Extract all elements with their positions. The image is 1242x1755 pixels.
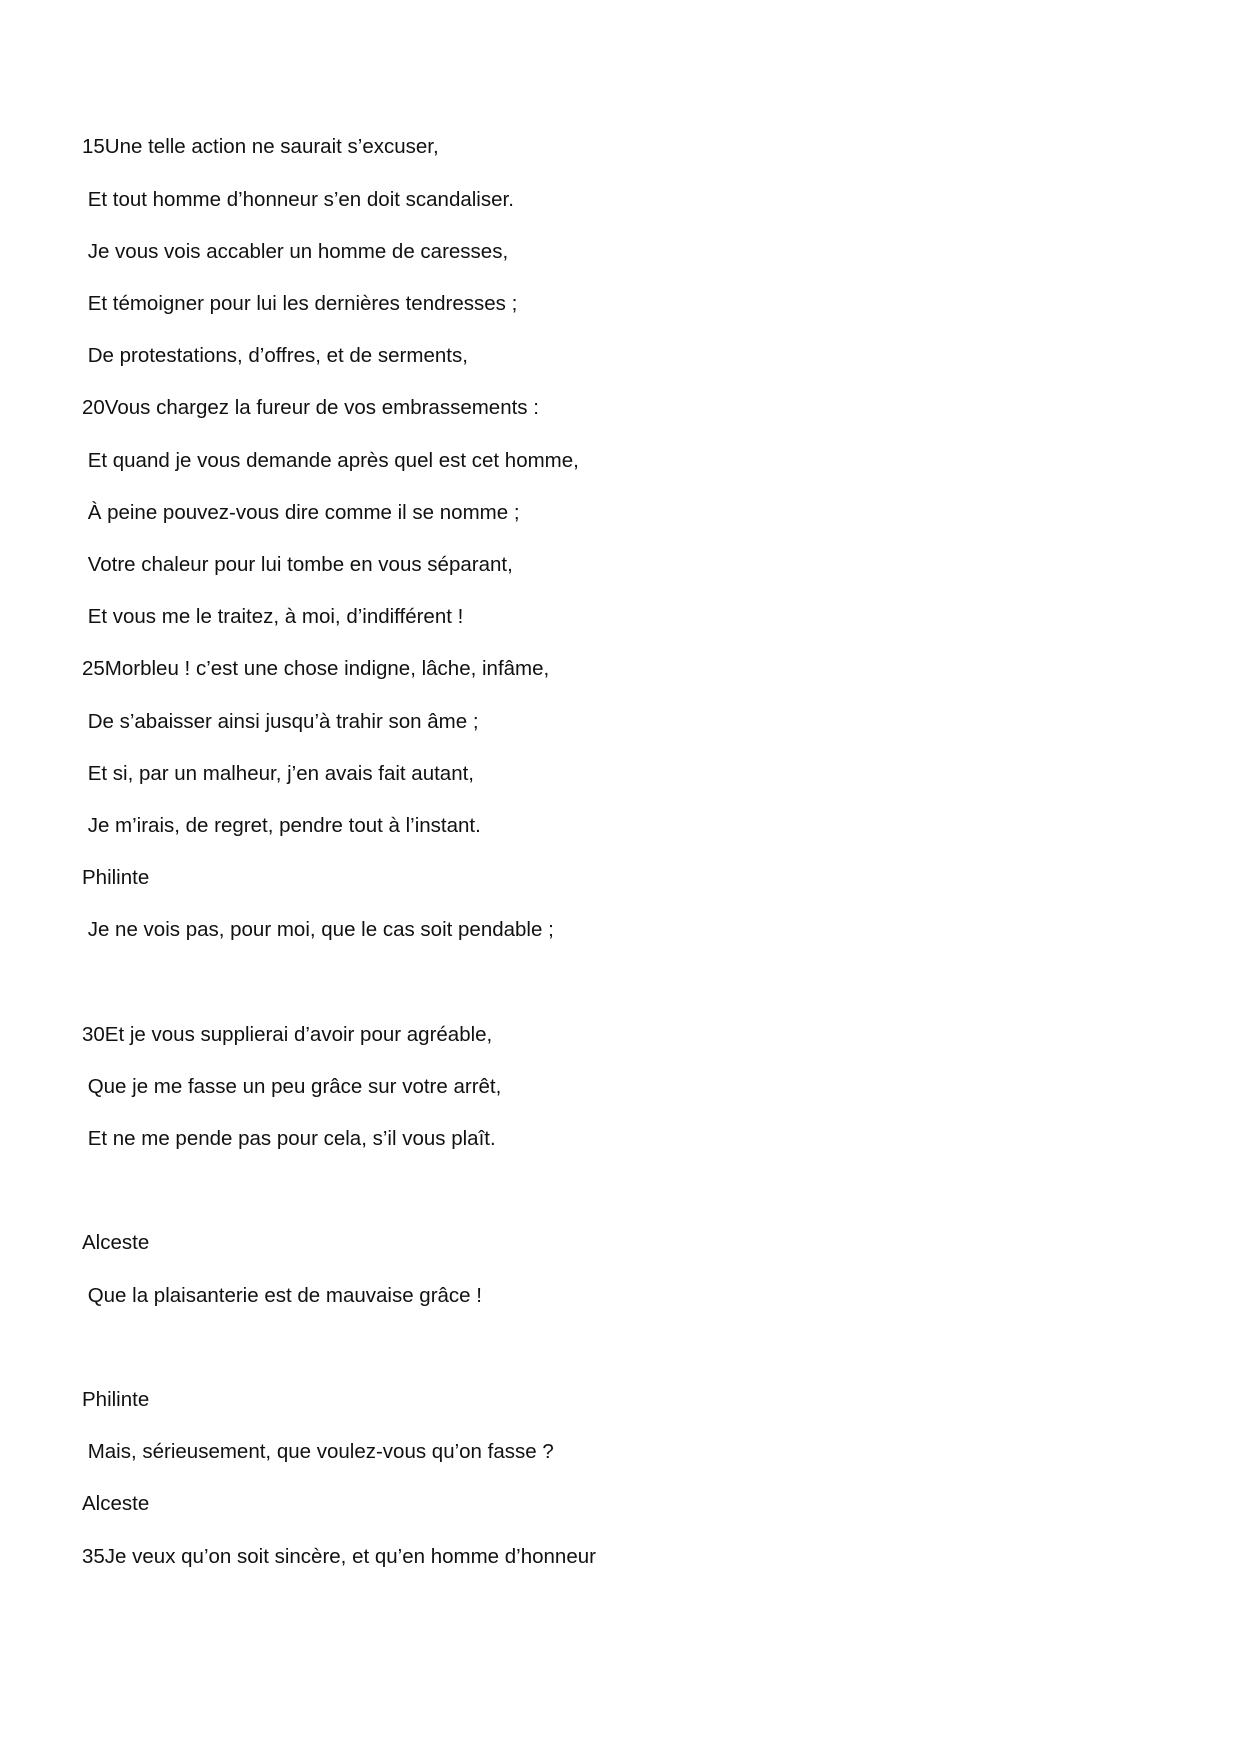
verse-line-34: Mais, sérieusement, que voulez-vous qu’on fasse ? xyxy=(82,1440,554,1463)
verse-line-27: Et si, par un malheur, j’en avais fait autant, xyxy=(82,762,474,785)
verse-line-23: Votre chaleur pour lui tombe en vous séparant, xyxy=(82,553,513,576)
verse-line-28: Je m’irais, de regret, pendre tout à l’instant. xyxy=(82,814,481,837)
verse-line-29: Je ne vois pas, pour moi, que le cas soit pendable ; xyxy=(82,918,554,941)
verse-line-26: De s’abaisser ainsi jusqu’à trahir son âme ; xyxy=(82,710,479,733)
verse-line-33: Que la plaisanterie est de mauvaise grâce ! xyxy=(82,1284,482,1307)
verse-line-19: De protestations, d’offres, et de serments, xyxy=(82,344,468,367)
verse-line-16: Et tout homme d’honneur s’en doit scandaliser. xyxy=(82,188,514,211)
verse-line-18: Et témoigner pour lui les dernières tendresses ; xyxy=(82,292,518,315)
verse-line-30: 30Et je vous supplierai d’avoir pour agréable, xyxy=(82,1023,493,1046)
verse-line-24: Et vous me le traitez, à moi, d’indifférent ! xyxy=(82,605,464,628)
speaker-name: Philinte xyxy=(82,866,150,889)
verse-line-32: Et ne me pende pas pour cela, s’il vous plaît. xyxy=(82,1127,496,1150)
verse-line-31: Que je me fasse un peu grâce sur votre arrêt, xyxy=(82,1075,502,1098)
verse-line-22: À peine pouvez-vous dire comme il se nomme ; xyxy=(82,501,520,524)
speaker-name: Alceste xyxy=(82,1231,150,1254)
verse-line-25: 25Morbleu ! c’est une chose indigne, lâche, infâme, xyxy=(82,657,550,680)
speaker-name: Philinte xyxy=(82,1388,150,1411)
speaker-name: Alceste xyxy=(82,1492,150,1515)
verse-line-17: Je vous vois accabler un homme de caresses, xyxy=(82,240,509,263)
verse-line-15: 15Une telle action ne saurait s’excuser, xyxy=(82,135,439,158)
verse-line-35: 35Je veux qu’on soit sincère, et qu’en homme d’honneur xyxy=(82,1545,596,1568)
verse-line-20: 20Vous chargez la fureur de vos embrassements : xyxy=(82,396,539,419)
verse-line-21: Et quand je vous demande après quel est cet homme, xyxy=(82,449,579,472)
